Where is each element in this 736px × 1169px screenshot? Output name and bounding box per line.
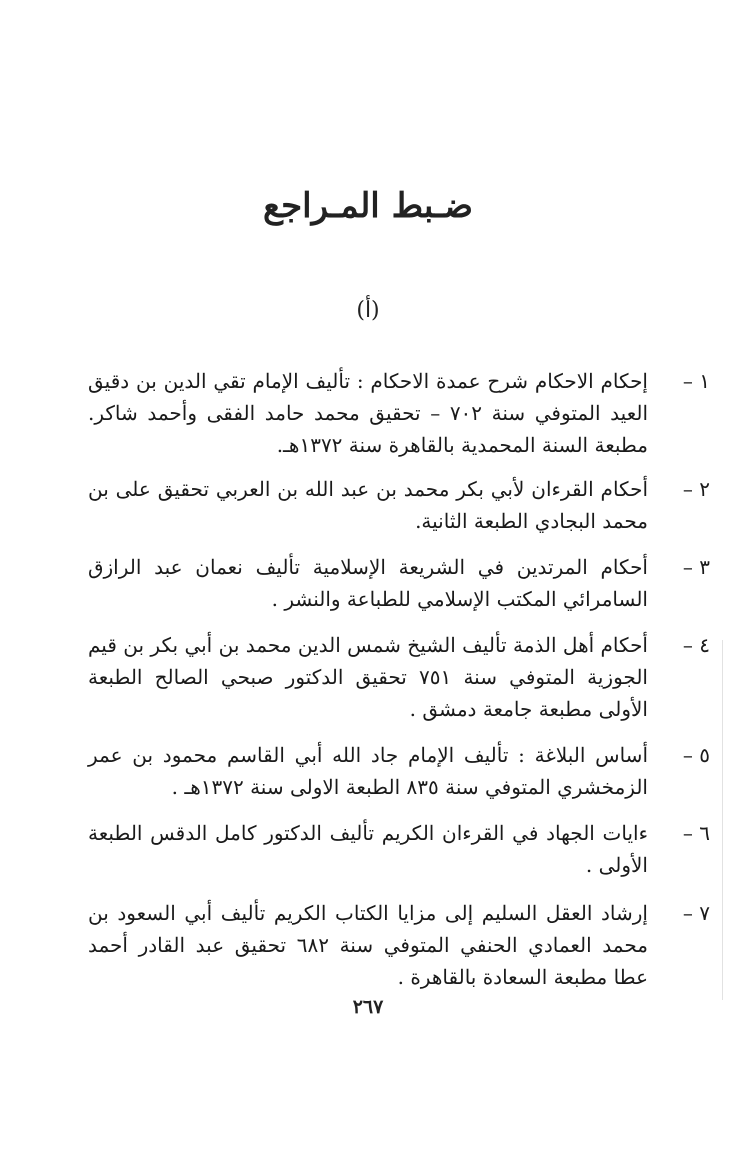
reference-entry [88,897,710,993]
reference-entry [88,551,710,615]
entry-text: إرشاد العقل السليم إلى مزايا الكتاب الكريم تأليف أبي السعود بن محمد العمادي الحنفي المتوفي سنة ٦٨٢ تحقيق عبد القادر أحمد عطا مطبعة السعادة بالقاهرة . [88,901,648,989]
entry-text: ءايات الجهاد في القرءان الكريم تأليف الدكتور كامل الدقس الطبعة الأولى . [88,821,648,877]
entry-number: ١ – [682,369,710,393]
entry-text: أحكام القرءان لأبي بكر محمد بن عبد الله بن العربي تحقيق على بن محمد البجادي الطبعة الثانية. [88,477,648,533]
page-title: ضـبط المـراجع [263,186,473,226]
scan-margin-line [722,640,723,1000]
entry-number: ٢ – [682,477,710,501]
reference-entry [88,365,710,461]
reference-entry [88,473,710,537]
entry-text: أساس البلاغة : تأليف الإمام جاد الله أبي القاسم محمود بن عمر الزمخشري المتوفي سنة ٨٣٥ الطبعة الاولى سنة ١٣٧٢هـ . [88,743,648,799]
reference-entry [88,817,710,881]
entry-number: ٦ – [682,821,710,845]
entry-text: أحكام أهل الذمة تأليف الشيخ شمس الدين محمد بن أبي بكر بن قيم الجوزية المتوفي سنة ٧٥١ تحقيق الدكتور صبحي الصالح الطبعة الأولى مطبعة جامعة دمشق . [88,633,648,721]
page-number: ٢٦٧ [352,996,384,1018]
entry-text: أحكام المرتدين في الشريعة الإسلامية تأليف نعمان عبد الرازق السامرائي المكتب الإسلامي للطباعة والنشر . [88,555,648,611]
reference-entry [88,739,710,803]
entry-number: ٥ – [682,743,710,767]
reference-entry [88,629,710,725]
entry-number: ٤ – [682,633,710,657]
entry-number: ٣ – [682,555,710,579]
references-list [88,365,710,993]
entry-number: ٧ – [682,901,710,925]
section-letter: (أ) [356,298,380,323]
entry-text: إحكام الاحكام شرح عمدة الاحكام : تأليف الإمام تقي الدين بن دقيق العيد المتوفي سنة ٧٠٢ – تحقيق محمد حامد الفقى وأحمد شاكر. مطبعة السنة المحمدية بالقاهرة سنة ١٣٧٢هـ. [88,369,648,457]
